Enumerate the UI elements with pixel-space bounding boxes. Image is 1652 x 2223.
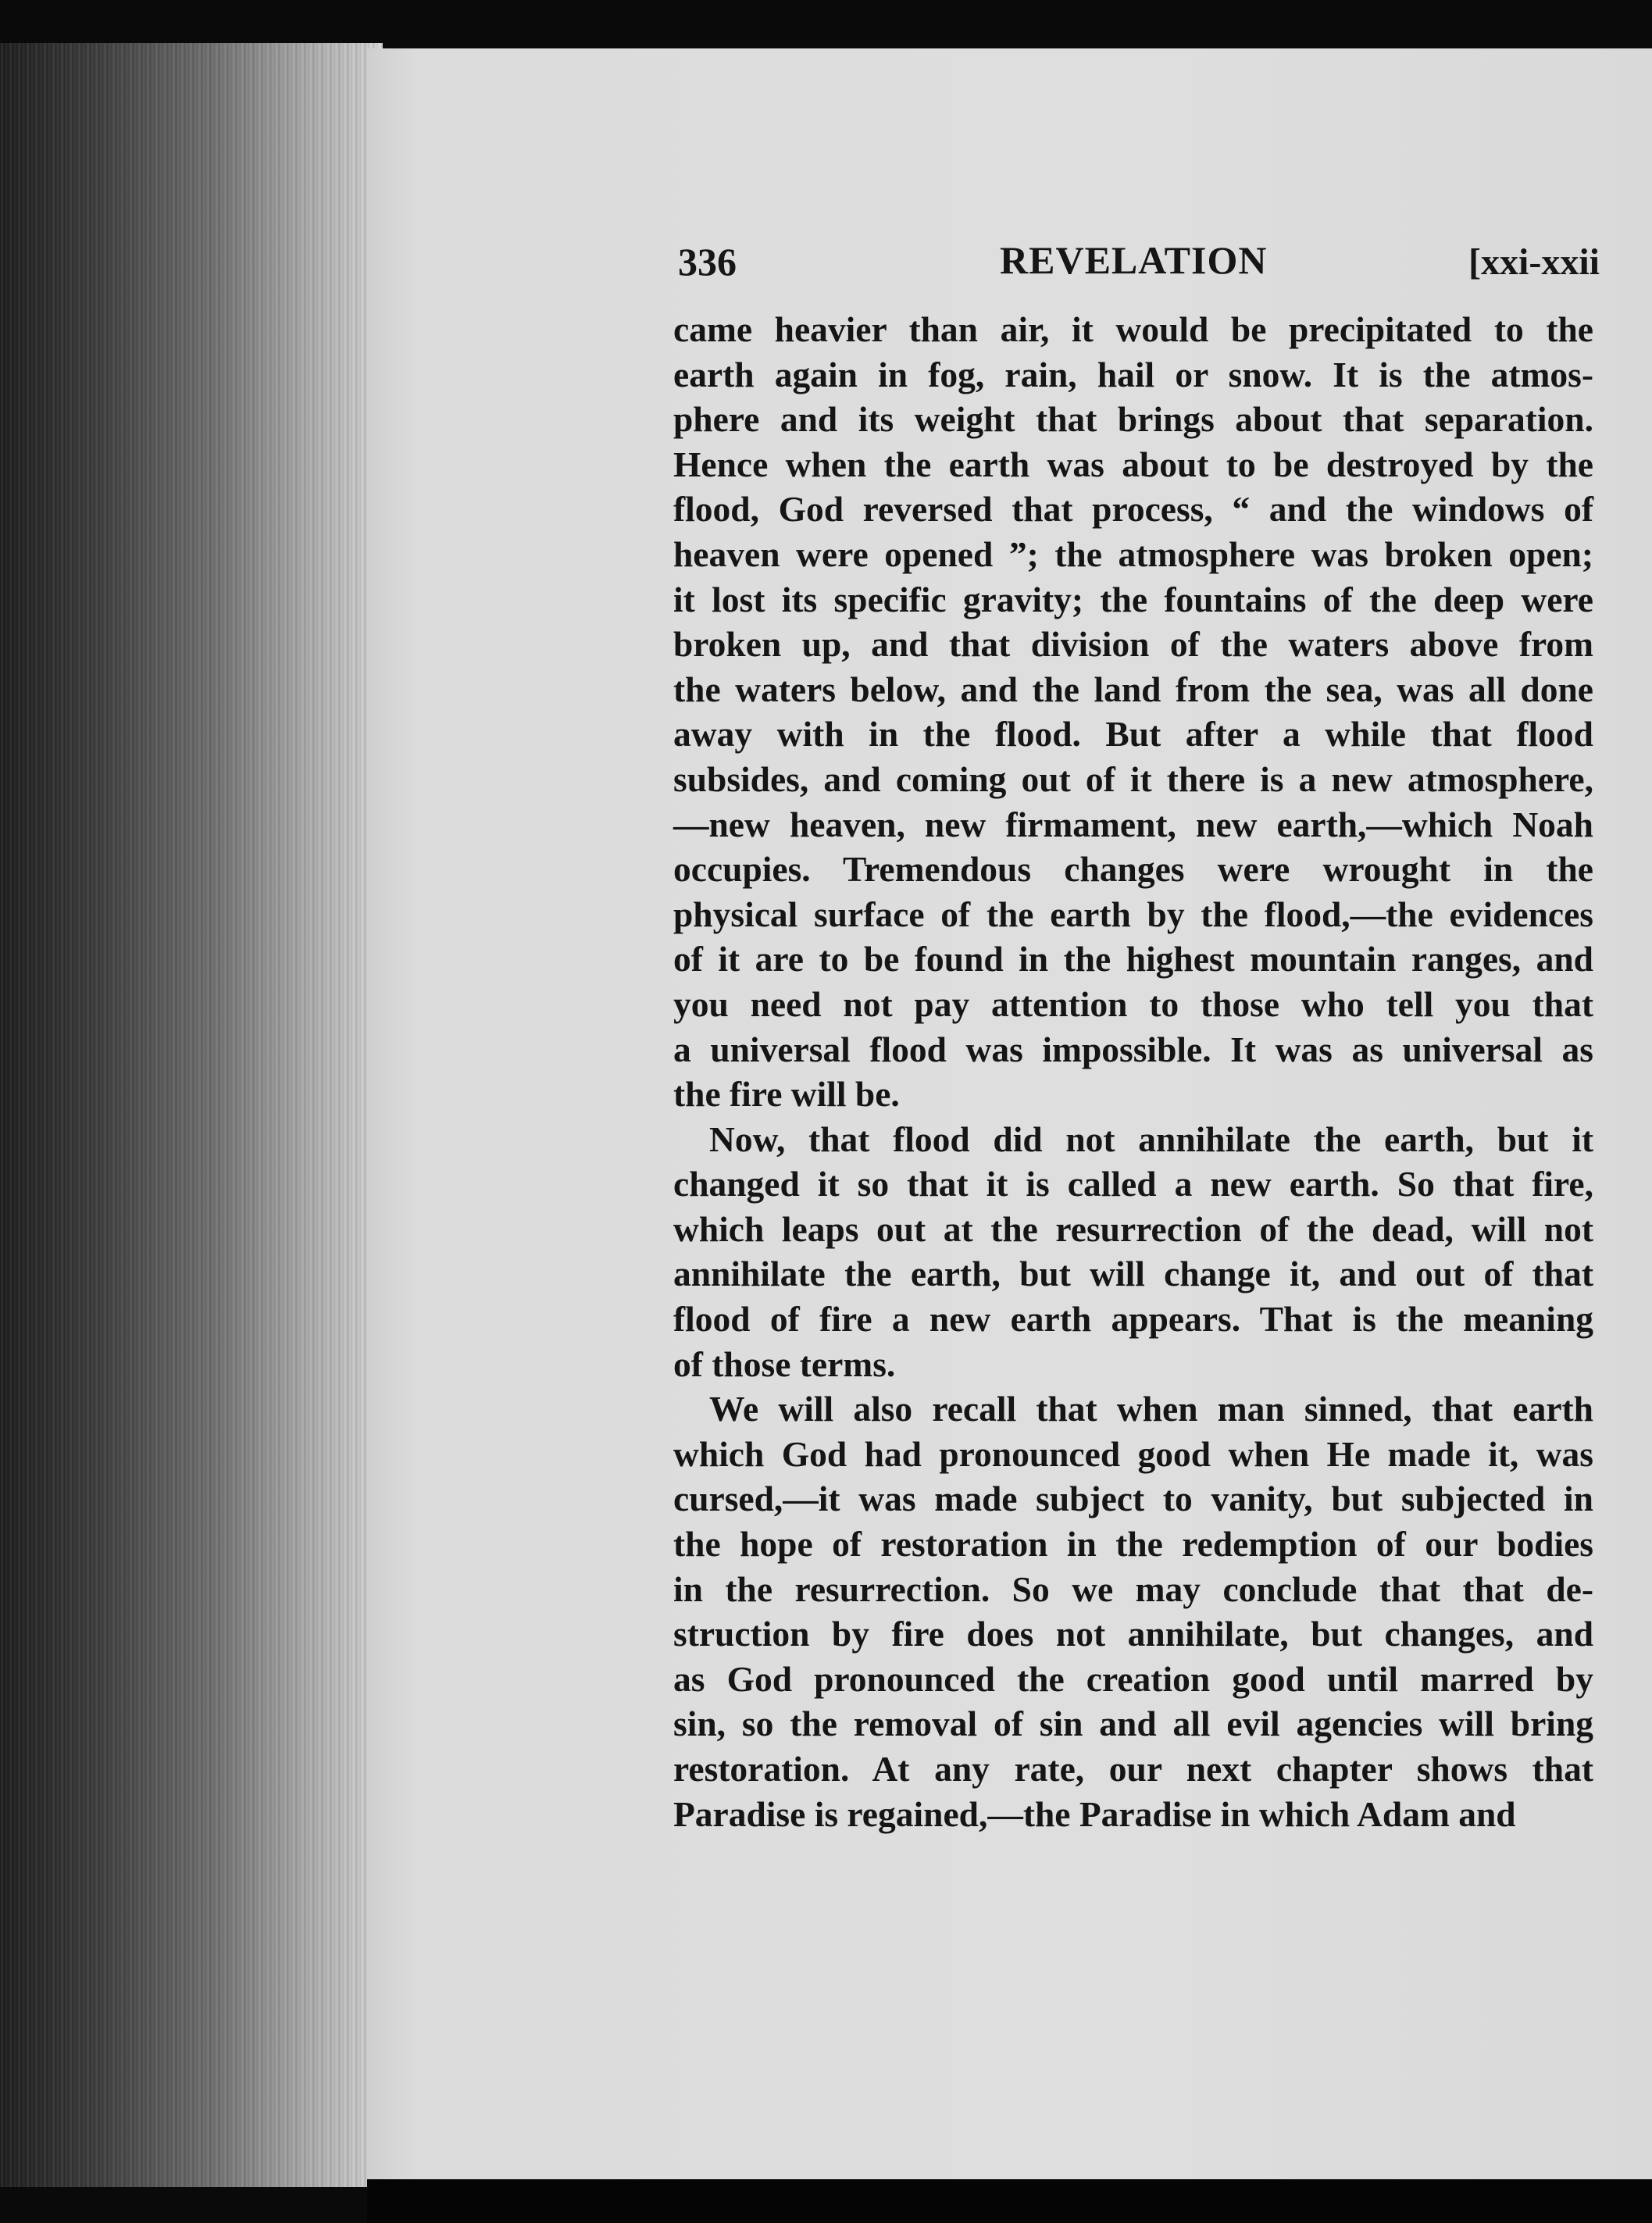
running-title: REVELATION xyxy=(1000,238,1268,282)
running-head xyxy=(678,234,1600,289)
text-line: in the resurrection. So we may conclude that that de- xyxy=(673,1568,1593,1609)
text-line: Paradise is regained,—the Paradise in which Adam and xyxy=(673,1793,1516,1834)
text-line: Hence when the earth was about to be destroyed by the xyxy=(673,444,1593,484)
text-line: restoration. At any rate, our next chapter shows that xyxy=(673,1749,1593,1789)
text-line: flood, God reversed that process, “ and the windows of xyxy=(673,489,1593,530)
text-line: a universal flood was impossible. It was as universal as xyxy=(673,1029,1593,1069)
text-line: annihilate the earth, but will change it, and out of that xyxy=(673,1254,1593,1294)
text-line: it lost its specific gravity; the fountains of the deep were xyxy=(673,579,1593,619)
text-line: which God had pronounced good when He made it, was xyxy=(673,1433,1593,1474)
text-line: broken up, and that division of the waters above from xyxy=(673,624,1593,665)
text-line: Now, that flood did not annihilate the earth, but it xyxy=(709,1119,1593,1159)
text-line: which leaps out at the resurrection of the dead, will not xyxy=(673,1208,1593,1249)
body-text xyxy=(673,307,1593,1836)
text-line: away with in the flood. But after a while that flood xyxy=(673,714,1593,755)
text-line: the waters below, and the land from the sea, was all done xyxy=(673,669,1593,709)
paragraph xyxy=(673,1117,1593,1387)
text-line: —new heaven, new firmament, new earth,—which Noah xyxy=(673,804,1593,844)
text-line: occupies. Tremendous changes were wrought in the xyxy=(673,849,1593,890)
text-line: of those terms. xyxy=(673,1343,896,1384)
chapter-range: [xxi-xxii xyxy=(1468,241,1600,283)
text-line: as God pronounced the creation good until marred by xyxy=(673,1658,1593,1699)
text-line: flood of fire a new earth appears. That is the meaning xyxy=(673,1299,1593,1340)
text-line: physical surface of the earth by the flood,—the evidences xyxy=(673,894,1593,934)
paragraph xyxy=(673,1386,1593,1836)
text-line: subsides, and coming out of it there is a new atmosphere, xyxy=(673,758,1593,799)
scan-bottom-margin xyxy=(367,2179,1652,2223)
book-page-edges xyxy=(0,43,383,2187)
text-line: heaven were opened ”; the atmosphere was broken open; xyxy=(673,533,1593,574)
text-line: the fire will be. xyxy=(673,1074,900,1115)
text-line: struction by fire does not annihilate, but changes, and xyxy=(673,1614,1593,1654)
text-line: earth again in fog, rain, hail or snow. It is the atmos- xyxy=(673,354,1593,394)
text-line: came heavier than air, it would be precipitated to the xyxy=(673,309,1593,349)
paragraph xyxy=(673,307,1593,1117)
text-line: We will also recall that when man sinned, that earth xyxy=(709,1389,1593,1429)
text-line: changed it so that it is called a new earth. So that fire, xyxy=(673,1164,1593,1204)
text-line: you need not pay attention to those who tell you that xyxy=(673,983,1593,1024)
text-line: of it are to be found in the highest mountain ranges, and xyxy=(673,939,1593,979)
text-line: cursed,—it was made subject to vanity, but subjected in xyxy=(673,1479,1593,1519)
page-number: 336 xyxy=(678,240,737,284)
text-line: phere and its weight that brings about that separation. xyxy=(673,399,1593,440)
text-line: sin, so the removal of sin and all evil agencies will bring xyxy=(673,1704,1593,1744)
text-line: the hope of restoration in the redemption of our bodies xyxy=(673,1524,1593,1565)
